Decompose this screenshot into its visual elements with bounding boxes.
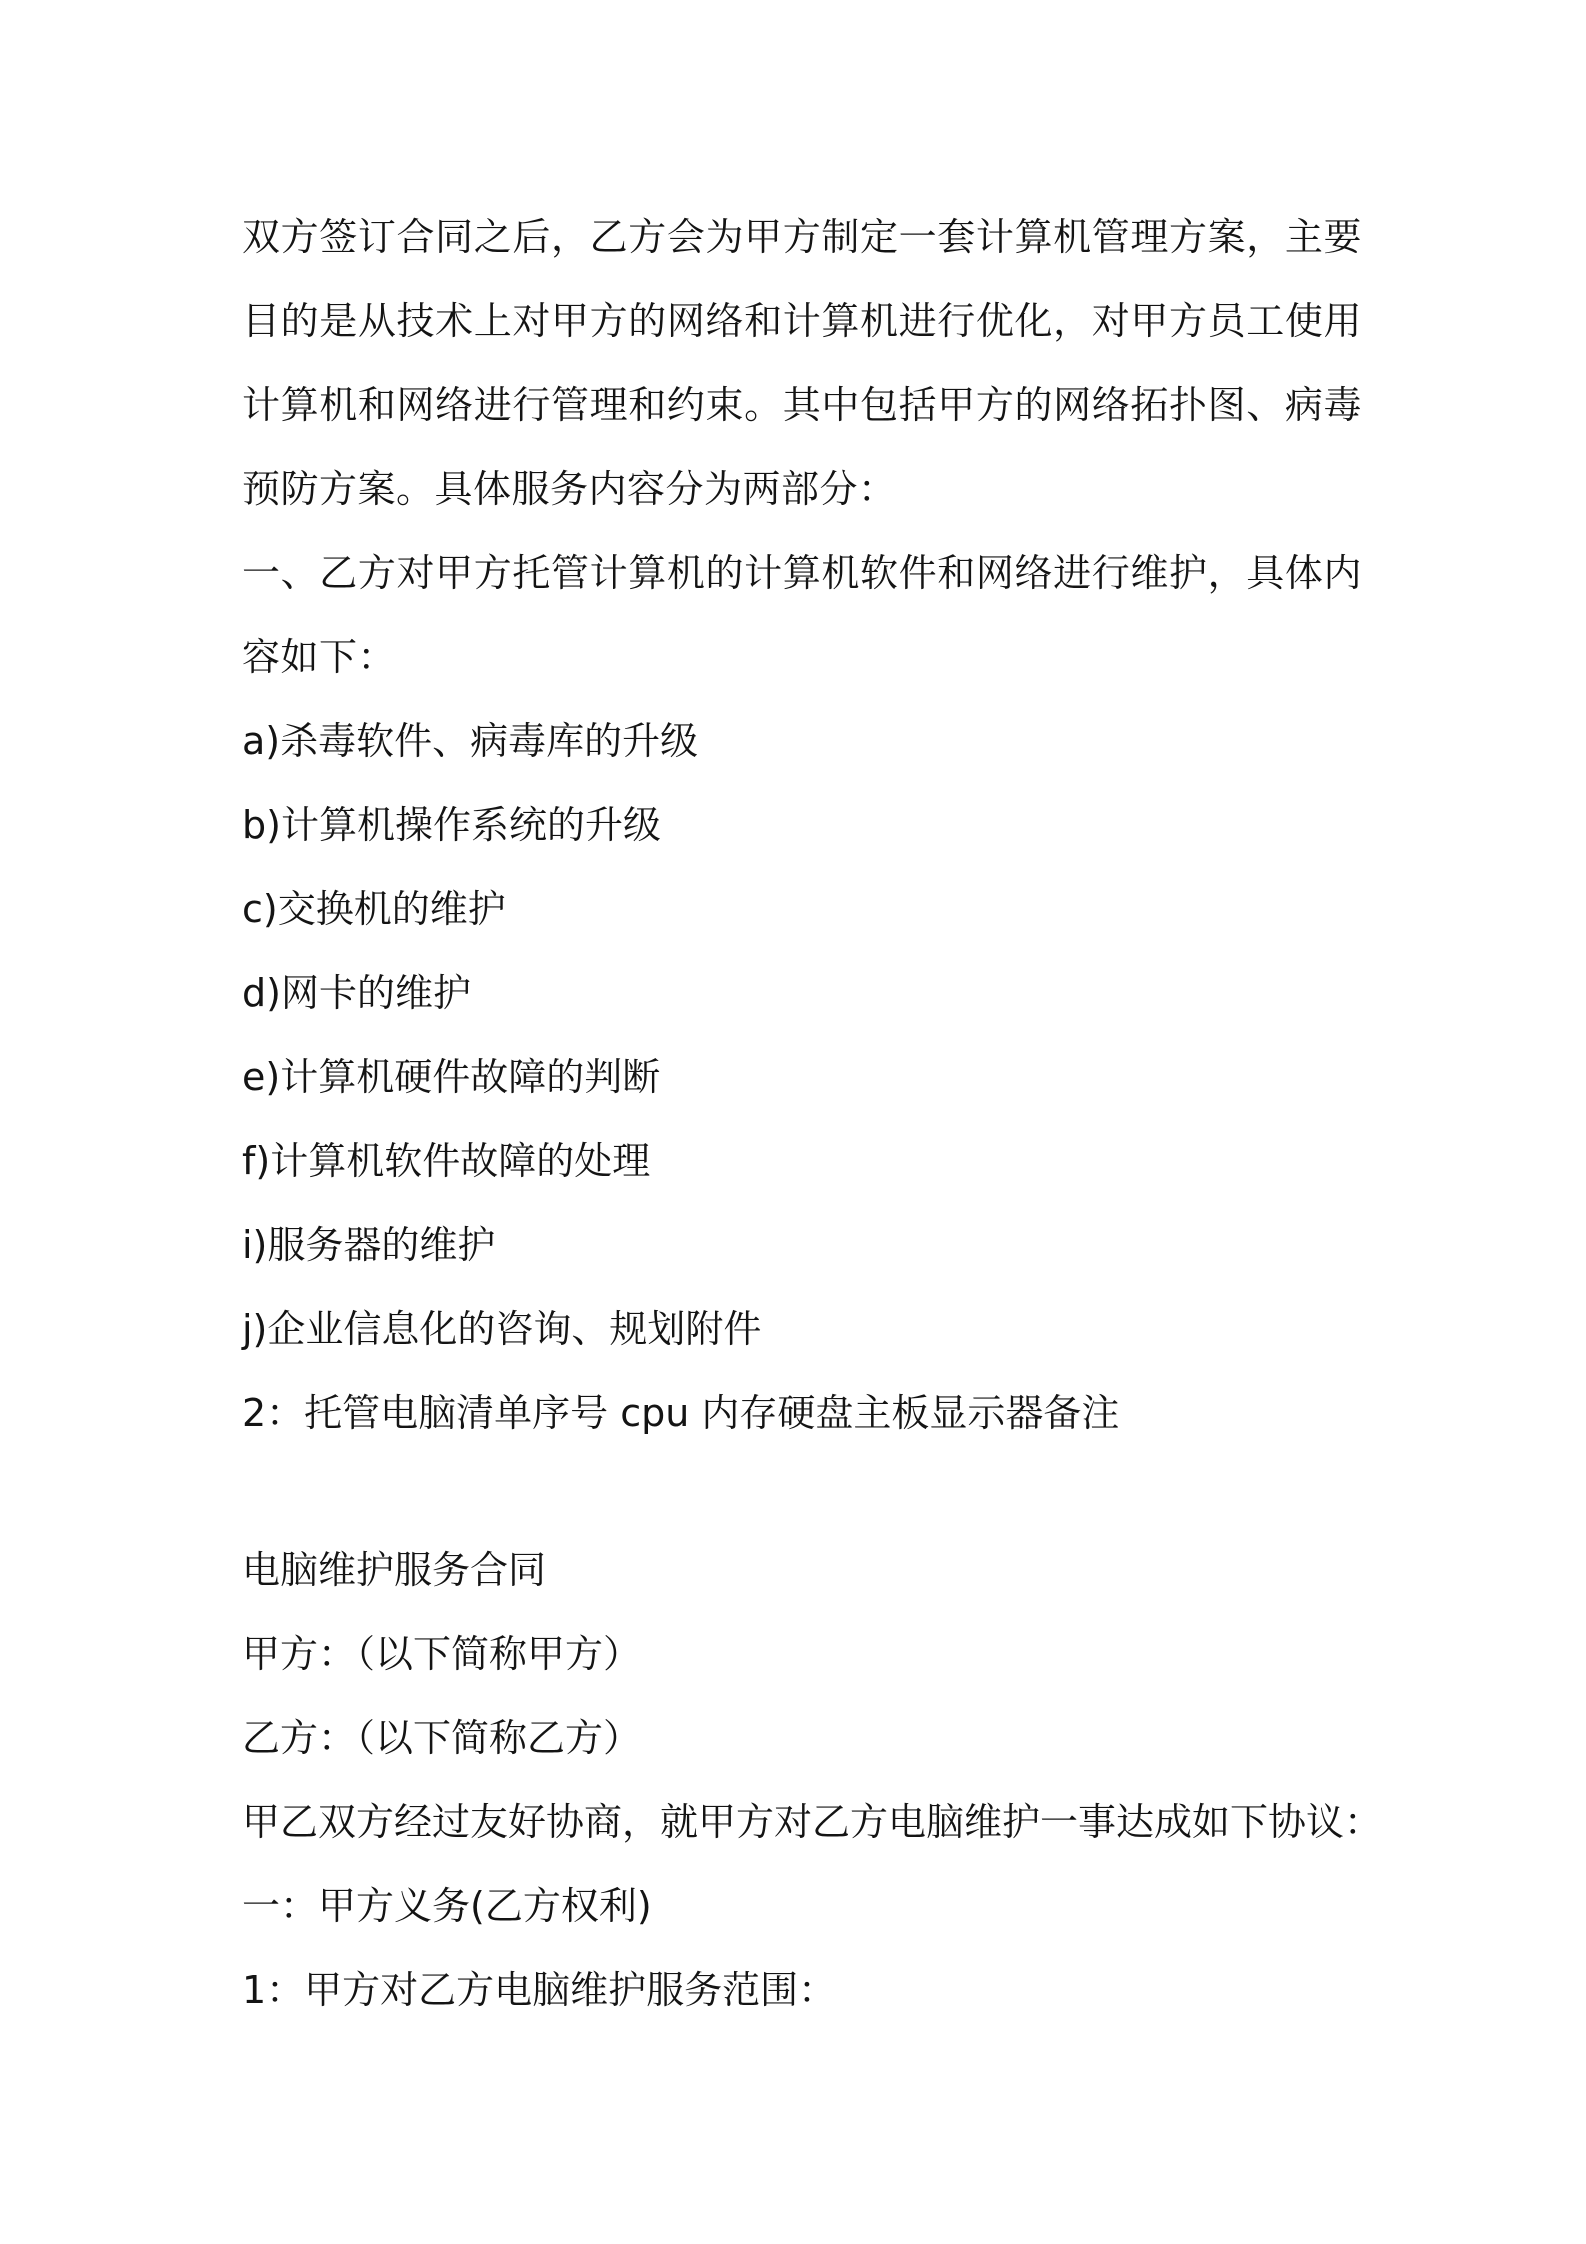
party-a-line: 甲方：（以下简称甲方） (242, 1632, 642, 1676)
list-item: c)交换机的维护 (242, 887, 506, 931)
contract-section (242, 1528, 1383, 2032)
list-item: d)网卡的维护 (242, 971, 471, 1015)
list-item: f)计算机软件故障的处理 (242, 1139, 651, 1183)
agreement-line: 甲乙双方经过友好协商，就甲方对乙方电脑维护一事达成如下协议： (242, 1800, 1383, 1844)
party-b-line: 乙方：（以下简称乙方） (242, 1716, 642, 1760)
contract-title: 电脑维护服务合同 (242, 1548, 547, 1592)
intro-paragraph: 双方签订合同之后，乙方会为甲方制定一套计算机管理方案，主要目的是从技术上对甲方的网络和计算机进行优化，对甲方员工使用计算机和网络进行管理和约束。其中包括甲方的网络拓扑图、病毒预防方案。具体服务内容分为两部分： (242, 215, 1362, 511)
list-item: i)服务器的维护 (242, 1223, 496, 1267)
service-content-section (242, 195, 1362, 1455)
computer-list-heading: 2：托管电脑清单序号 cpu 内存硬盘主板显示器备注 (242, 1391, 1120, 1435)
list-item: e)计算机硬件故障的判断 (242, 1055, 661, 1099)
list-item: a)杀毒软件、病毒库的升级 (242, 719, 699, 763)
scope-heading: 1：甲方对乙方电脑维护服务范围： (242, 1968, 837, 2012)
list-item: b)计算机操作系统的升级 (242, 803, 661, 847)
obligations-heading: 一：甲方义务(乙方权利) (242, 1884, 652, 1928)
part-one-paragraph: 一、乙方对甲方托管计算机的计算机软件和网络进行维护，具体内容如下： (242, 551, 1362, 679)
list-item: j)企业信息化的咨询、规划附件 (242, 1307, 762, 1351)
